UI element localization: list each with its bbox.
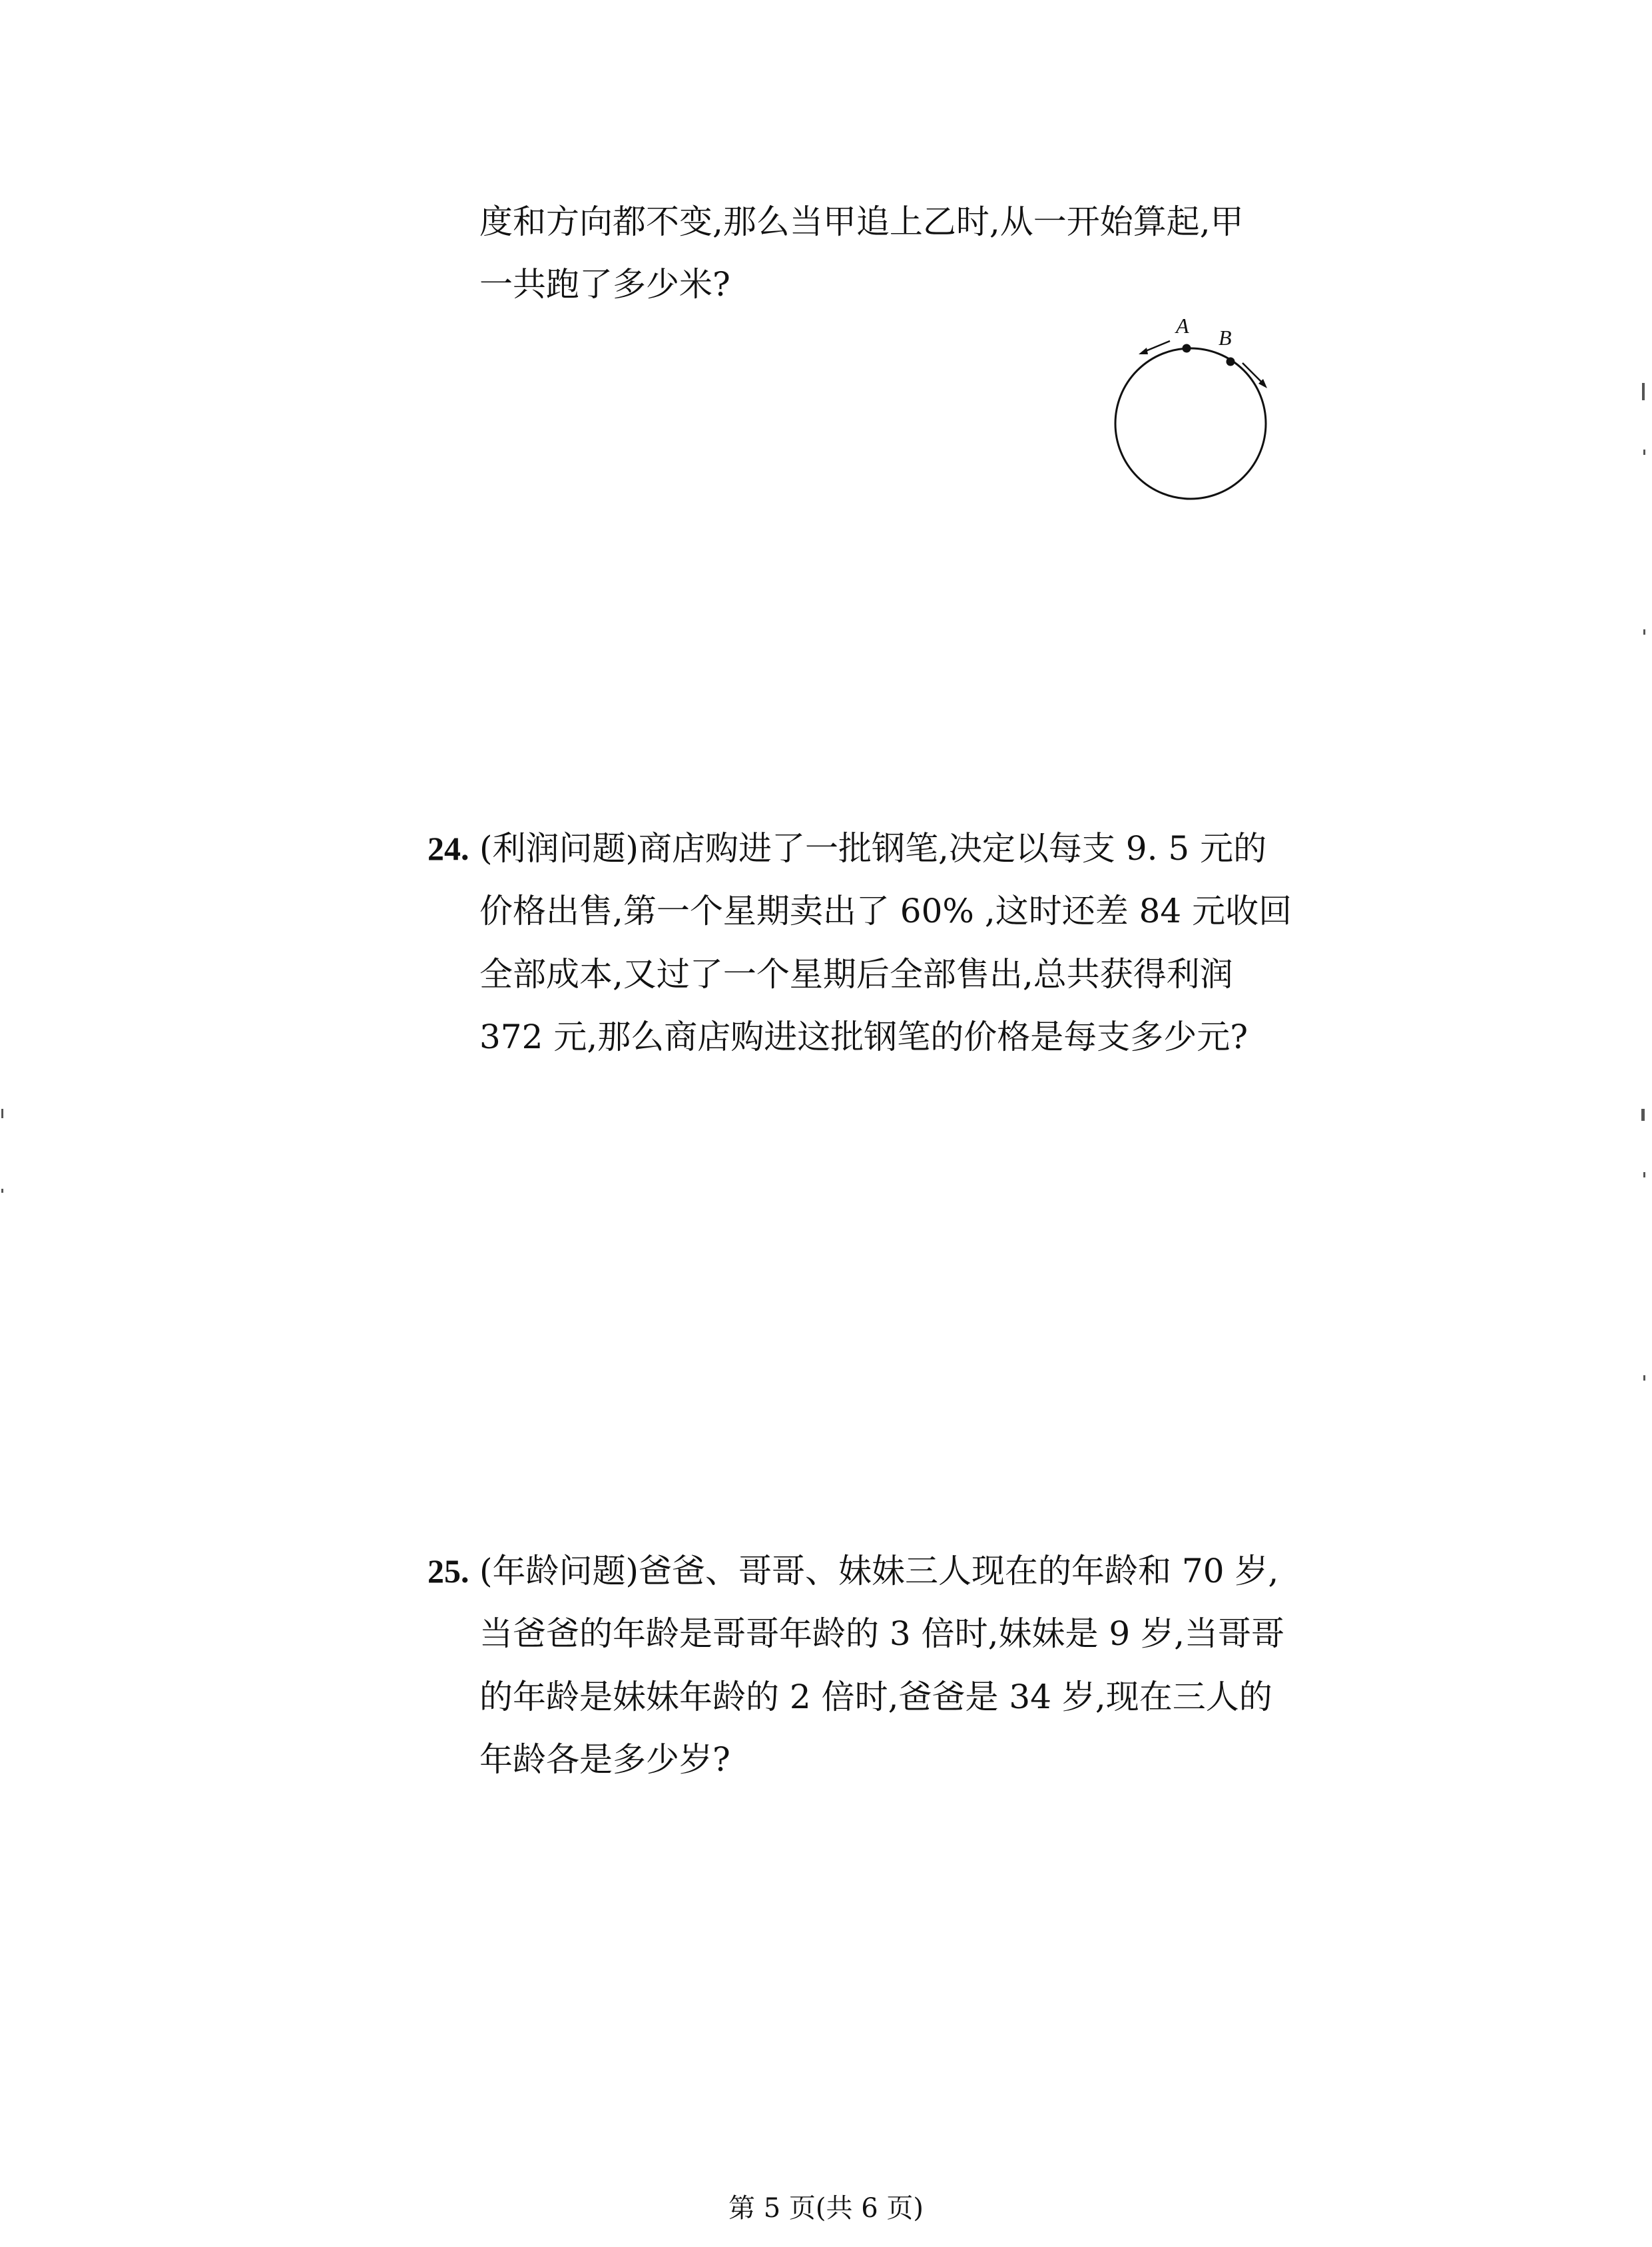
margin-mark: [1642, 383, 1645, 400]
margin-mark: [1641, 1109, 1645, 1121]
problem-25-line-3: 的年龄是妹妹年龄的 2 倍时,爸爸是 34 岁,现在三人的: [479, 1678, 1272, 1716]
point-b-label: B: [1219, 326, 1232, 350]
problem-25-line-2: 当爸爸的年龄是哥哥年龄的 3 倍时,妹妹是 9 岁,当哥哥: [479, 1614, 1284, 1653]
problem-24-number: 24.: [427, 830, 469, 867]
problem-25-number: 25.: [427, 1552, 469, 1590]
margin-mark: [1643, 450, 1645, 455]
problem-24-line-2: 价格出售,第一个星期卖出了 60% ,这时还差 84 元收回: [479, 892, 1292, 930]
point-a-dot: [1183, 344, 1191, 353]
margin-mark: [1, 1109, 3, 1118]
problem-23-line-2: 一共跑了多少米?: [479, 265, 730, 304]
margin-mark: [1643, 629, 1645, 635]
problem-23-line-1: 度和方向都不变,那么当甲追上乙时,从一开始算起,甲: [479, 202, 1244, 241]
problem-24-line-3: 全部成本,又过了一个星期后全部售出,总共获得利润: [479, 955, 1233, 994]
problem-25-line-4: 年龄各是多少岁?: [479, 1740, 730, 1779]
problem-24-line-1: (利润问题)商店购进了一批钢笔,决定以每支 9. 5 元的: [479, 829, 1267, 868]
margin-mark: [1, 1189, 3, 1193]
point-b-dot: [1227, 358, 1235, 366]
problem-24-line-4: 372 元,那么商店购进这批钢笔的价格是每支多少元?: [479, 1018, 1248, 1056]
point-a-label: A: [1176, 314, 1189, 338]
circle-track-figure: [1092, 306, 1292, 506]
margin-mark: [1643, 1375, 1645, 1381]
page-number-footer: 第 5 页(共 6 页): [728, 2193, 924, 2224]
problem-25-line-1: (年龄问题)爸爸、哥哥、妹妹三人现在的年龄和 70 岁,: [479, 1552, 1279, 1590]
arrow-a-head: [1139, 348, 1148, 354]
circular-track: [1115, 348, 1266, 499]
margin-mark: [1643, 1172, 1645, 1177]
